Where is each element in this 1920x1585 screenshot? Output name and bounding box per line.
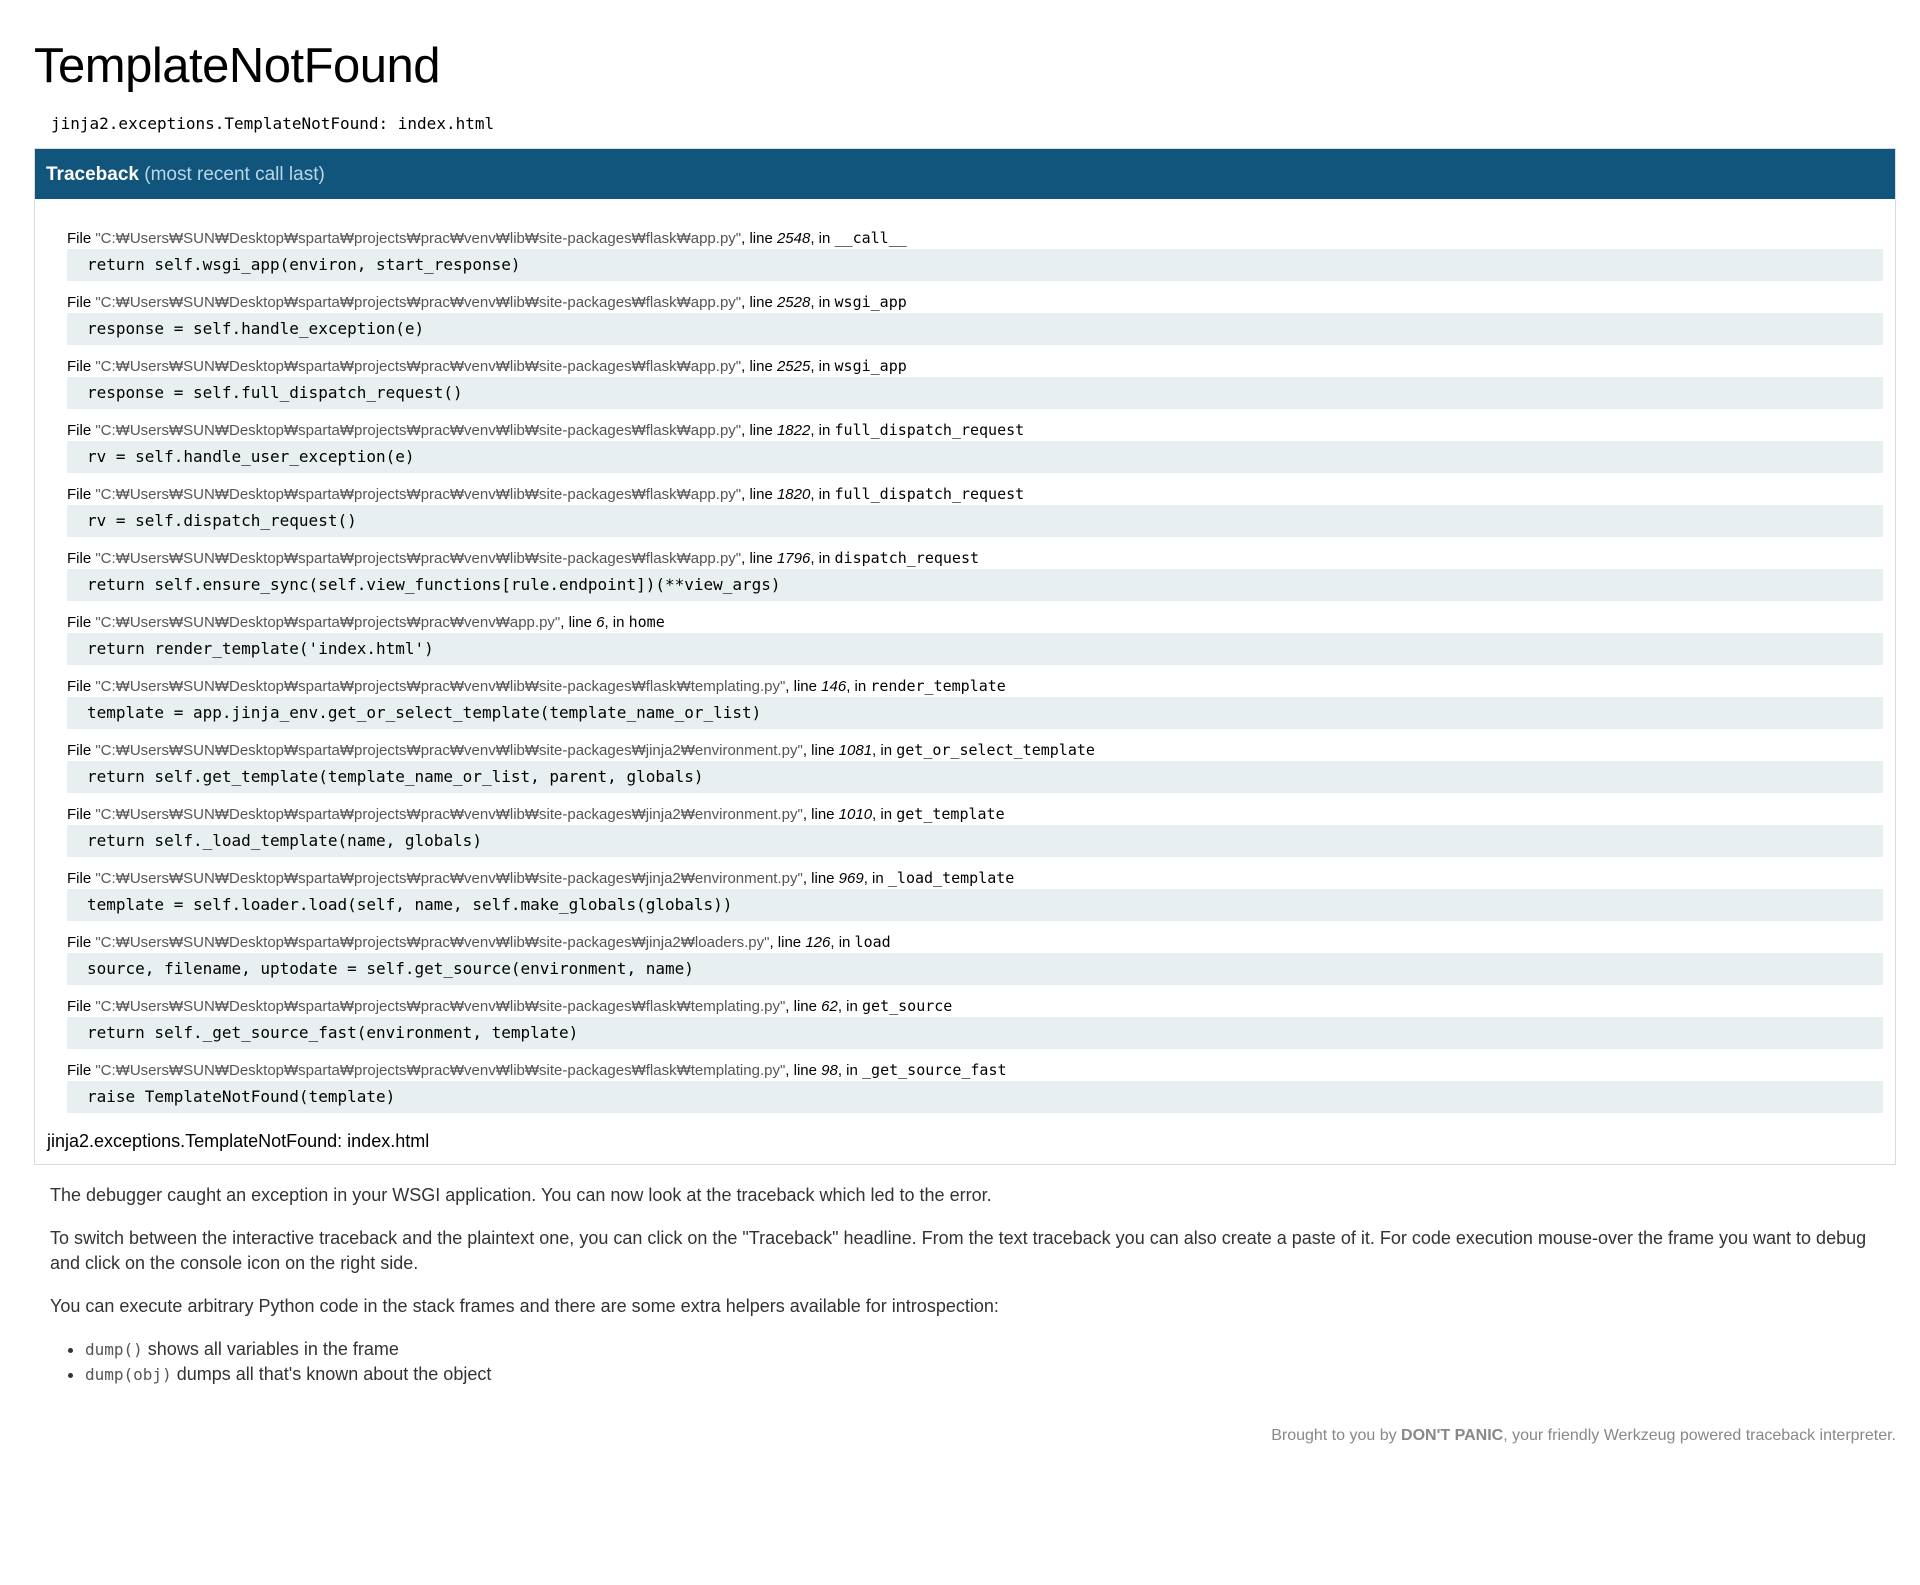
frame-location [67, 931, 1883, 953]
traceback-headline[interactable] [35, 149, 1895, 199]
frame-line-number: 969 [838, 870, 864, 887]
page-title: TemplateNotFound [34, 39, 441, 93]
frame-line-number: 98 [821, 1062, 838, 1079]
frame-function: get_template [896, 805, 1005, 823]
frame-file-label: File [67, 806, 96, 823]
frame-source-line[interactable]: return self.wsgi_app(environ, start_response) [67, 249, 1883, 281]
explanation-paragraph: You can execute arbitrary Python code in the stack frames and there are some extra helpers available for introspection: [50, 1296, 999, 1316]
frame-line-label: , line [741, 358, 777, 375]
frame-file-label: File [67, 870, 96, 887]
frame-in-label: , in [810, 422, 835, 439]
traceback-panel [34, 148, 1896, 1165]
frame-line-number: 1796 [776, 550, 811, 567]
explanation-paragraph: The debugger caught an exception in your WSGI application. You can now look at the traceback which led to the error. [50, 1185, 992, 1205]
traceback-frame[interactable] [67, 227, 1883, 281]
traceback-headline-label: Traceback [46, 164, 139, 185]
frame-location [67, 227, 1883, 249]
frame-line-label: , line [769, 934, 806, 951]
frame-line-number: 1081 [838, 742, 873, 759]
frame-location [67, 675, 1883, 697]
frame-file-label: File [67, 1062, 96, 1079]
frame-source-line[interactable]: rv = self.dispatch_request() [67, 505, 1883, 537]
frame-filename: "C:₩Users₩SUN₩Desktop₩sparta₩projects₩prac₩venv₩lib₩site-packages₩flask₩app.py" [95, 358, 742, 375]
frame-function: get_or_select_template [896, 741, 1095, 759]
traceback-frame[interactable] [67, 611, 1883, 665]
traceback-frame[interactable] [67, 291, 1883, 345]
frame-line-label: , line [741, 422, 777, 439]
frame-location [67, 419, 1883, 441]
frame-line-label: , line [741, 486, 777, 503]
frame-file-label: File [67, 486, 96, 503]
frame-location [67, 291, 1883, 313]
frame-file-label: File [67, 742, 96, 759]
frame-file-label: File [67, 550, 96, 567]
frame-filename: "C:₩Users₩SUN₩Desktop₩sparta₩projects₩prac₩venv₩lib₩site-packages₩jinja2₩loaders.py" [95, 934, 770, 951]
frame-in-label: , in [810, 230, 835, 247]
traceback-frame[interactable] [67, 675, 1883, 729]
frame-file-label: File [67, 998, 96, 1015]
frame-location [67, 611, 1883, 633]
frame-in-label: , in [604, 614, 629, 631]
frame-in-label: , in [872, 742, 897, 759]
frame-in-label: , in [810, 550, 835, 567]
frame-filename: "C:₩Users₩SUN₩Desktop₩sparta₩projects₩prac₩venv₩lib₩site-packages₩flask₩app.py" [95, 486, 742, 503]
frame-line-number: 2528 [776, 294, 811, 311]
helper-list [50, 1337, 1890, 1387]
frame-location [67, 547, 1883, 569]
frame-line-number: 126 [805, 934, 831, 951]
helper-text: dumps all that's known about the object [171, 1364, 492, 1384]
frame-filename: "C:₩Users₩SUN₩Desktop₩sparta₩projects₩prac₩venv₩lib₩site-packages₩flask₩templating.py" [95, 998, 786, 1015]
frame-location [67, 995, 1883, 1017]
frame-location [67, 483, 1883, 505]
final-exception: jinja2.exceptions.TemplateNotFound: index.html [47, 1131, 430, 1151]
frame-function: wsgi_app [834, 357, 907, 375]
traceback-frame[interactable] [67, 419, 1883, 473]
frame-filename: "C:₩Users₩SUN₩Desktop₩sparta₩projects₩prac₩venv₩lib₩site-packages₩jinja2₩environment.py" [95, 870, 803, 887]
frame-in-label: , in [837, 998, 863, 1015]
frame-in-label: , in [810, 486, 835, 503]
frame-line-number: 2525 [776, 358, 811, 375]
frame-function: full_dispatch_request [834, 421, 1025, 439]
frame-source-line[interactable]: template = app.jinja_env.get_or_select_template(template_name_or_list) [67, 697, 1883, 729]
footer-brand: DON'T PANIC [1401, 1427, 1504, 1444]
helper-text: shows all variables in the frame [142, 1339, 399, 1359]
frame-filename: "C:₩Users₩SUN₩Desktop₩sparta₩projects₩prac₩venv₩lib₩site-packages₩flask₩app.py" [95, 294, 742, 311]
frame-filename: "C:₩Users₩SUN₩Desktop₩sparta₩projects₩prac₩venv₩app.py" [95, 614, 561, 631]
frame-filename: "C:₩Users₩SUN₩Desktop₩sparta₩projects₩prac₩venv₩lib₩site-packages₩flask₩templating.py" [95, 678, 786, 695]
frame-filename: "C:₩Users₩SUN₩Desktop₩sparta₩projects₩prac₩venv₩lib₩site-packages₩jinja2₩environment.py" [95, 742, 803, 759]
frame-line-label: , line [741, 550, 777, 567]
footer [34, 1427, 1896, 1445]
frame-filename: "C:₩Users₩SUN₩Desktop₩sparta₩projects₩prac₩venv₩lib₩site-packages₩jinja2₩environment.py" [95, 806, 803, 823]
frame-in-label: , in [810, 358, 835, 375]
frame-in-label: , in [846, 678, 871, 695]
frame-file-label: File [67, 614, 96, 631]
frame-location [67, 1059, 1883, 1081]
error-message: jinja2.exceptions.TemplateNotFound: index.html [51, 114, 495, 133]
traceback-frame[interactable] [67, 931, 1883, 985]
helper-code: dump(obj) [85, 1365, 172, 1384]
frame-source-line[interactable]: template = self.loader.load(self, name, self.make_globals(globals)) [67, 889, 1883, 921]
frame-location [67, 867, 1883, 889]
traceback-frame[interactable] [67, 867, 1883, 921]
frame-filename: "C:₩Users₩SUN₩Desktop₩sparta₩projects₩prac₩venv₩lib₩site-packages₩flask₩templating.py" [95, 1062, 786, 1079]
helper-item [85, 1337, 1890, 1362]
frame-source-line[interactable]: response = self.full_dispatch_request() [67, 377, 1883, 409]
frame-list [35, 199, 1895, 1113]
frame-function: dispatch_request [834, 549, 980, 567]
traceback-frame[interactable] [67, 547, 1883, 601]
frame-function: _load_template [887, 869, 1015, 887]
frame-line-number: 1010 [838, 806, 873, 823]
frame-file-label: File [67, 294, 96, 311]
frame-location [67, 739, 1883, 761]
frame-line-number: 62 [821, 998, 838, 1015]
frame-source-line[interactable]: rv = self.handle_user_exception(e) [67, 441, 1883, 473]
frame-function: wsgi_app [834, 293, 907, 311]
frame-in-label: , in [863, 870, 888, 887]
traceback-frame[interactable] [67, 1059, 1883, 1113]
traceback-headline-note: (most recent call last) [144, 164, 325, 185]
frame-file-label: File [67, 678, 96, 695]
traceback-frame[interactable] [67, 739, 1883, 793]
frame-source-line[interactable]: return render_template('index.html') [67, 633, 1883, 665]
frame-in-label: , in [830, 934, 855, 951]
frame-file-label: File [67, 358, 96, 375]
footer-prefix: Brought to you by [1271, 1427, 1402, 1444]
frame-line-number: 146 [821, 678, 847, 695]
frame-source-line[interactable]: return self._load_template(name, globals) [67, 825, 1883, 857]
helper-code: dump() [85, 1340, 143, 1359]
frame-location [67, 355, 1883, 377]
frame-filename: "C:₩Users₩SUN₩Desktop₩sparta₩projects₩prac₩venv₩lib₩site-packages₩flask₩app.py" [95, 550, 742, 567]
frame-in-label: , in [837, 1062, 863, 1079]
frame-source-line[interactable]: return self.ensure_sync(self.view_functions[rule.endpoint])(**view_args) [67, 569, 1883, 601]
explanation [50, 1183, 1890, 1387]
frame-line-label: , line [802, 742, 839, 759]
frame-function: __call__ [834, 229, 907, 247]
frame-function: render_template [870, 677, 1006, 695]
footer-suffix: , your friendly Werkzeug powered traceback interpreter. [1503, 1427, 1896, 1444]
traceback-frame[interactable] [67, 483, 1883, 537]
frame-line-label: , line [802, 806, 839, 823]
frame-line-number: 1820 [776, 486, 811, 503]
frame-line-number: 2548 [776, 230, 811, 247]
frame-line-label: , line [741, 230, 777, 247]
frame-line-label: , line [785, 678, 822, 695]
frame-source-line[interactable]: return self._get_source_fast(environment, template) [67, 1017, 1883, 1049]
frame-in-label: , in [810, 294, 835, 311]
frame-function: get_source [862, 997, 953, 1015]
helper-item [85, 1362, 1890, 1387]
frame-function: home [628, 613, 665, 631]
frame-line-label: , line [741, 294, 777, 311]
frame-function: full_dispatch_request [834, 485, 1025, 503]
frame-line-number: 1822 [776, 422, 811, 439]
frame-source-line[interactable]: raise TemplateNotFound(template) [67, 1081, 1883, 1113]
frame-function: load [854, 933, 891, 951]
frame-file-label: File [67, 934, 96, 951]
frame-source-line[interactable]: response = self.handle_exception(e) [67, 313, 1883, 345]
traceback-frame[interactable] [67, 995, 1883, 1049]
frame-source-line[interactable]: return self.get_template(template_name_or_list, parent, globals) [67, 761, 1883, 793]
frame-filename: "C:₩Users₩SUN₩Desktop₩sparta₩projects₩prac₩venv₩lib₩site-packages₩flask₩app.py" [95, 422, 742, 439]
frame-location [67, 803, 1883, 825]
frame-file-label: File [67, 230, 96, 247]
frame-line-label: , line [785, 1062, 822, 1079]
frame-line-label: , line [802, 870, 839, 887]
frame-in-label: , in [872, 806, 897, 823]
frame-source-line[interactable]: source, filename, uptodate = self.get_source(environment, name) [67, 953, 1883, 985]
frame-line-number: 6 [596, 614, 605, 631]
frame-filename: "C:₩Users₩SUN₩Desktop₩sparta₩projects₩prac₩venv₩lib₩site-packages₩flask₩app.py" [95, 230, 742, 247]
frame-function: _get_source_fast [862, 1061, 1007, 1079]
frame-file-label: File [67, 422, 96, 439]
frame-line-label: , line [785, 998, 822, 1015]
explanation-paragraph: To switch between the interactive traceback and the plaintext one, you can click on the "Traceback" headline. From the text traceback you can also create a paste of it. For code execution mouse-over the frame you want to debug and click on the console icon on the right side. [50, 1228, 1867, 1273]
traceback-frame[interactable] [67, 803, 1883, 857]
traceback-frame[interactable] [67, 355, 1883, 409]
frame-line-label: , line [560, 614, 597, 631]
